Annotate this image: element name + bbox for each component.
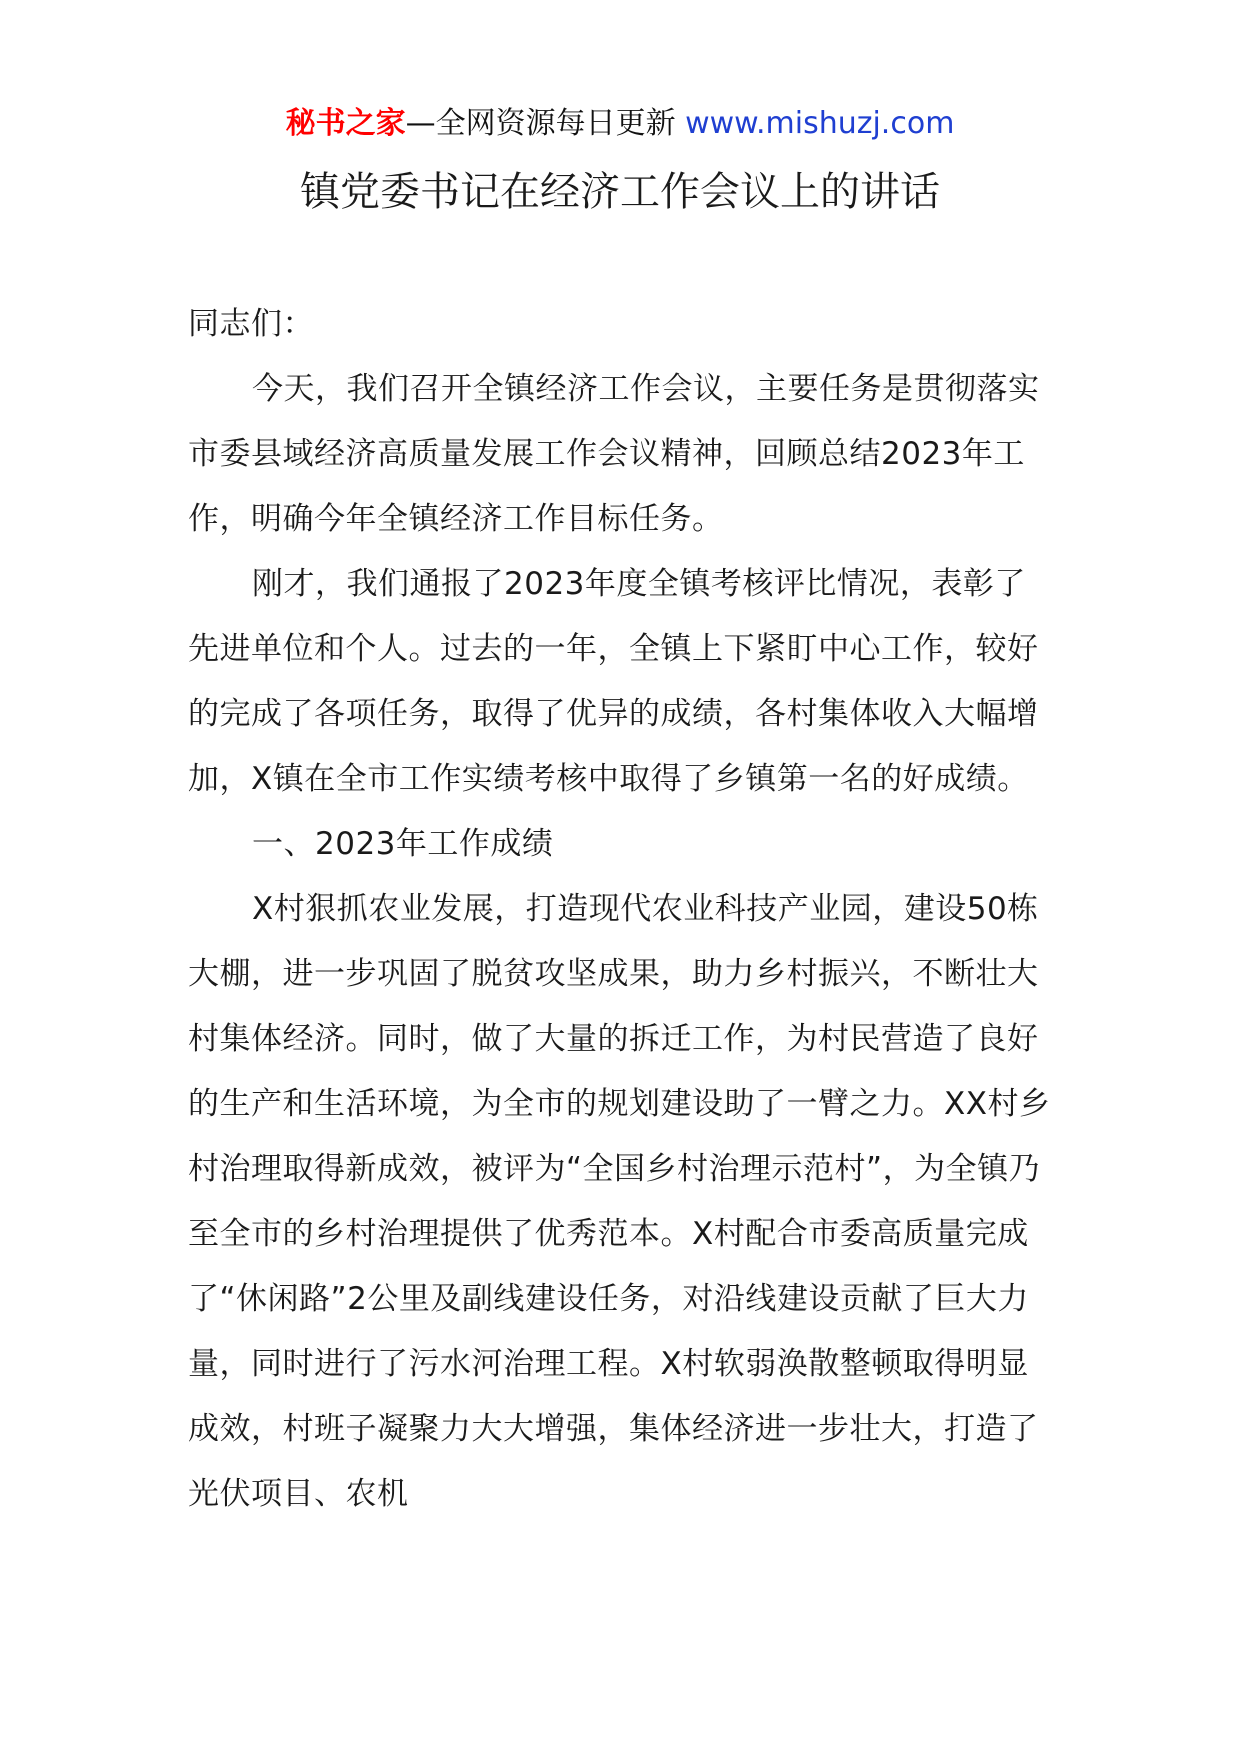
section-paragraph: X村狠抓农业发展，打造现代农业科技产业园，建设50栋大棚，进一步巩固了脱贫攻坚成果，助力乡村振兴，不断壮大村集体经济。同时，做了大量的拆迁工作，为村民营造了良好的生产和生活环境，为全市的规划建设助了一臂之力。XX村乡村治理取得新成效，被评为“全国乡村治理示范村”，为全镇乃至全市的乡村治理提供了优秀范本。X村配合市委高质量完成了“休闲路”2公里及副线建设任务，对沿线建设贡献了巨大力量，同时进行了污水河治理工程。X村软弱涣散整顿取得明显成效，村班子凝聚力大大增强，集体经济进一步壮大，打造了光伏项目、农机 (188, 891, 1051, 1512)
greeting: 同志们： (188, 306, 314, 342)
brand-name: 秘书之家 (285, 106, 406, 141)
paragraph: 刚才，我们通报了2023年度全镇考核评比情况，表彰了先进单位和个人。过去的一年，全镇上下紧盯中心工作，较好的完成了各项任务，取得了优异的成绩，各村集体收入大幅增加，X镇在全市工作实绩考核中取得了乡镇第一名的好成绩。 (188, 566, 1039, 797)
document-title: 镇党委书记在经济工作会议上的讲话 (300, 169, 940, 215)
site-header (0, 100, 1240, 148)
paragraph: 今天，我们召开全镇经济工作会议，主要任务是贯彻落实市委县域经济高质量发展工作会议精神，回顾总结2023年工作，明确今年全镇经济工作目标任务。 (188, 371, 1040, 537)
section-heading: 一、2023年工作成绩 (252, 826, 554, 862)
header-slogan: —全网资源每日更新 (405, 106, 676, 141)
document-body (188, 292, 1056, 1527)
site-url-link[interactable]: www.mishuzj.com (675, 106, 955, 141)
